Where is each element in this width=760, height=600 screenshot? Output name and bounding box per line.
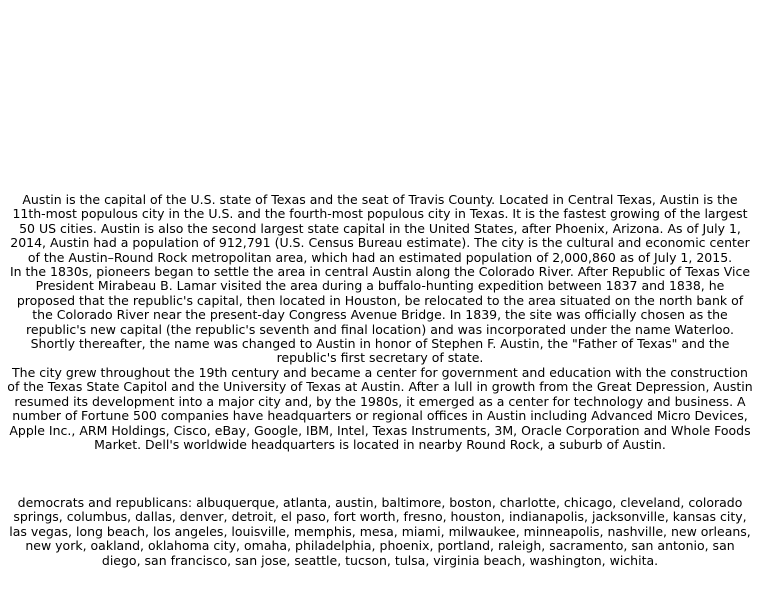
paragraph-austin-history: In the 1830s, pioneers began to settle the area in central Austin along the Colorado River. After Republic of Texas Vice President Mirabeau B. Lamar visited the area during a buffalo-hunting expedition between 1837 and 1838, he proposed that the republic's capital, then located in Houston, be relocated to the area situated on the north bank of the Colorado River near the present-day Congress Avenue Bridge. In 1839, the site was officially chosen as the republic's new capital (the republic's seventh and final location) and was incorporated under the name Waterloo. Shortly thereafter, the name was changed to Austin in honor of Stephen F. Austin, the "Father of Texas" and the republic's first secretary of state.: [9, 264, 751, 366]
article-text: [5, 193, 755, 452]
cities-list: democrats and republicans: albuquerque, atlanta, austin, baltimore, boston, charlotte, chicago, cleveland, colorado springs, columbus, dallas, denver, detroit, el paso, fort worth, fresno, houston, indianapolis, jacksonville, kansas city, las vegas, long beach, los angeles, louisville, memphis, mesa, miami, milwaukee, minneapolis, nashville, new orleans, new york, oakland, oklahoma city, omaha, philadelphia, phoenix, portland, raleigh, sacramento, san antonio, san diego, san francisco, san jose, seattle, tucson, tulsa, virginia beach, washington, wichita.: [9, 495, 751, 568]
paragraph-austin-overview: Austin is the capital of the U.S. state of Texas and the seat of Travis County. Located in Central Texas, Austin is the 11th-most populous city in the U.S. and the fourth-most populous city in Texas. It is the fastest growing of the largest 50 US cities. Austin is also the second largest state capital in the United States, after Phoenix, Arizona. As of July 1, 2014, Austin had a population of 912,791 (U.S. Census Bureau estimate). The city is the cultural and economic center of the Austin–Round Rock metropolitan area, which had an estimated population of 2,000,860 as of July 1, 2015.: [10, 192, 750, 265]
paragraph-austin-growth: The city grew throughout the 19th century and became a center for government and education with the construction of the Texas State Capitol and the University of Texas at Austin. After a lull in growth from the Great Depression, Austin resumed its development into a major city and, by the 1980s, it emerged as a center for technology and business. A number of Fortune 500 companies have headquarters or regional offices in Austin including Advanced Micro Devices, Apple Inc., ARM Holdings, Cisco, eBay, Google, IBM, Intel, Texas Instruments, 3M, Oracle Corporation and Whole Foods Market. Dell's worldwide headquarters is located in nearby Round Rock, a suburb of Austin.: [7, 364, 753, 452]
